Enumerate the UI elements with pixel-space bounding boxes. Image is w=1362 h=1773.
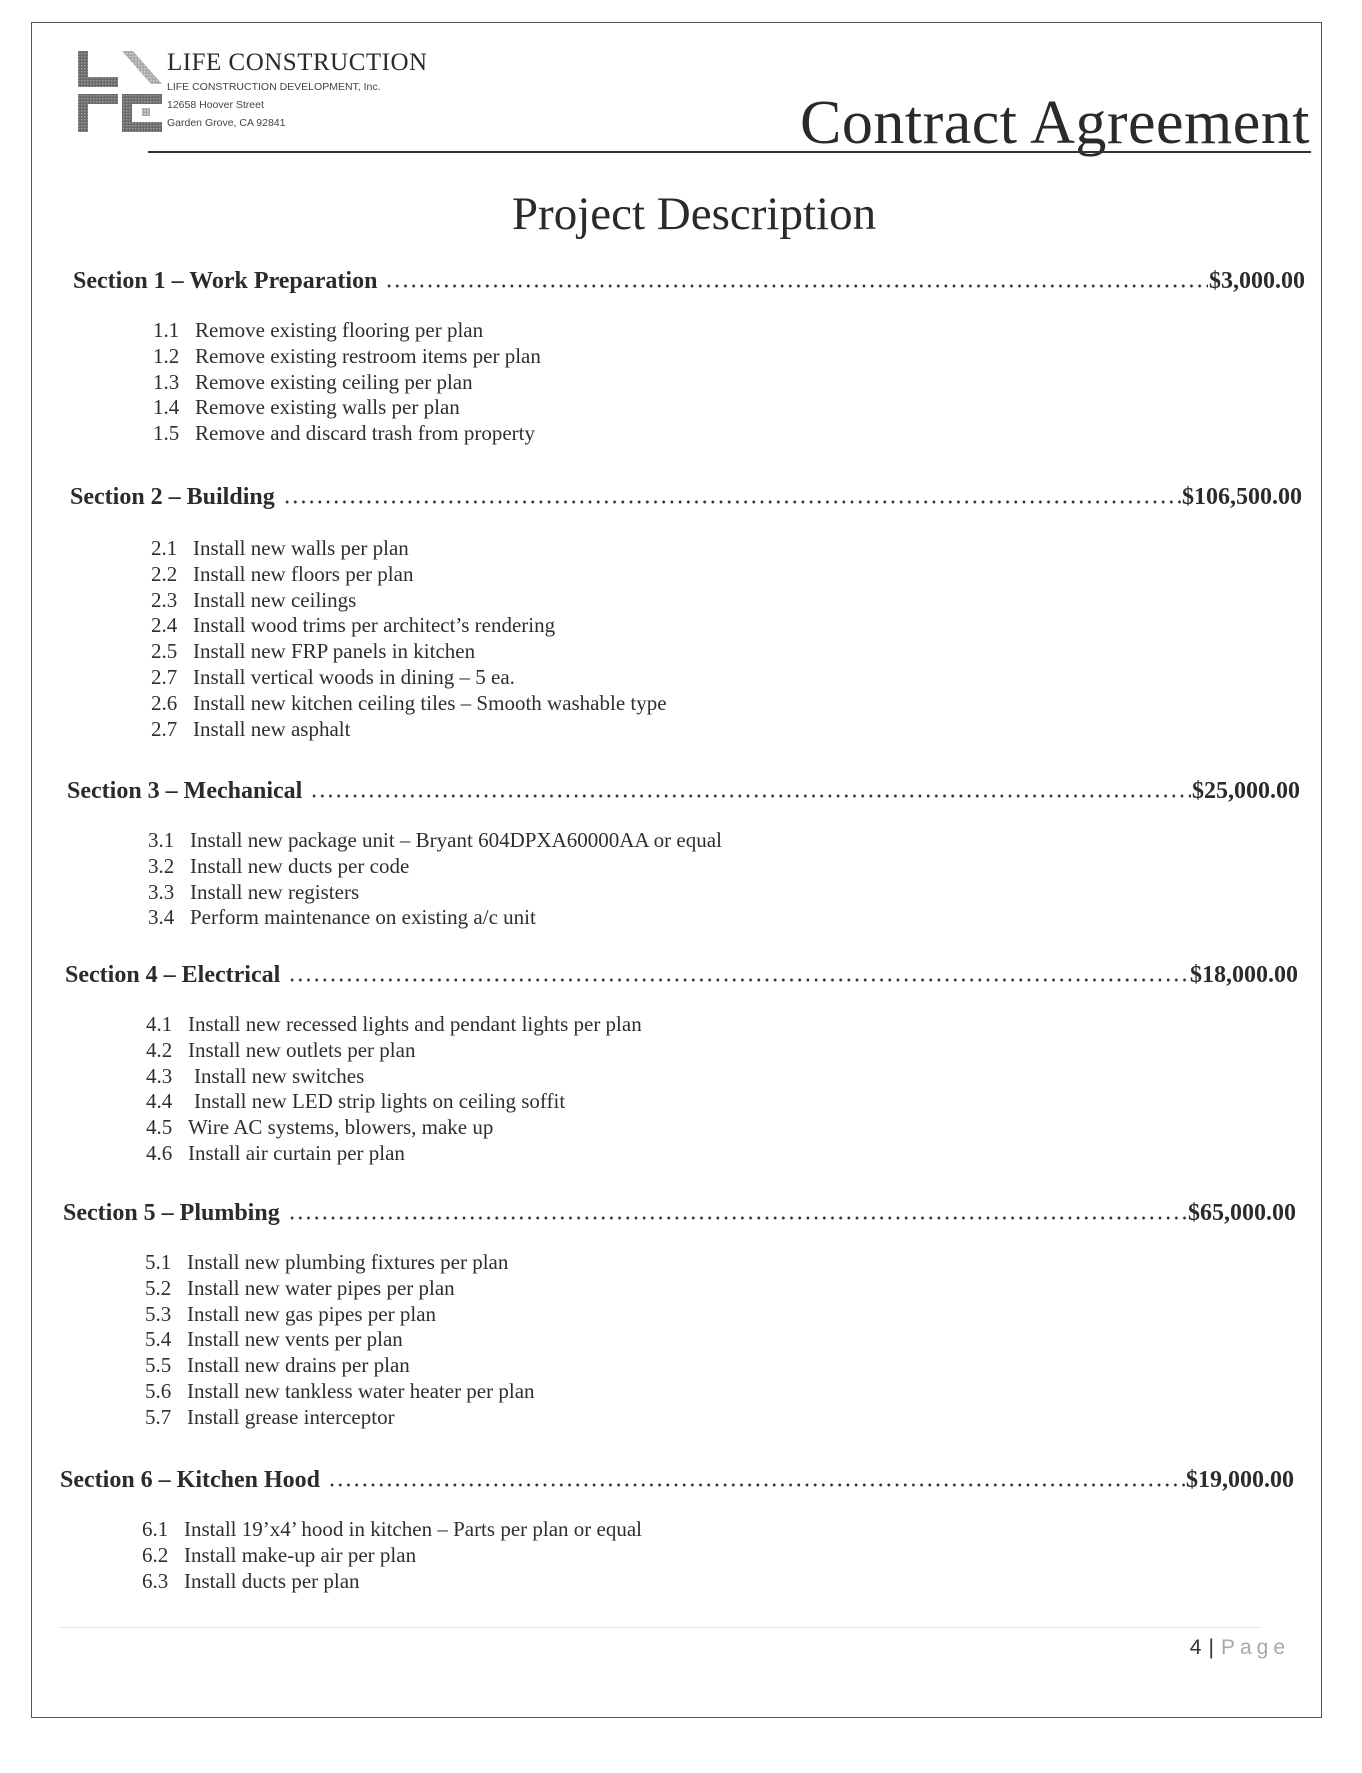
list-item (153, 395, 1362, 421)
item-number: 6.3 (142, 1568, 169, 1593)
list-item (151, 536, 1362, 562)
list-item (148, 854, 1362, 880)
section-header (67, 776, 1300, 806)
item-text: Install wood trims per architect’s rendering (193, 613, 556, 638)
item-text: Install new plumbing fixtures per plan (187, 1250, 509, 1274)
item-text: Install new vents per plan (187, 1327, 403, 1352)
section-kitchen-hood (0, 1465, 1362, 1594)
company-logo-icon (78, 50, 162, 132)
item-text: Install new recessed lights and pendant lights per plan (188, 1012, 642, 1036)
item-number: 6.2 (142, 1542, 169, 1567)
item-text: Wire AC systems, blowers, make up (188, 1115, 494, 1140)
item-text: Install vertical woods in dining – 5 ea. (193, 664, 515, 689)
item-number: 3.3 (148, 879, 175, 904)
item-number: 5.5 (145, 1353, 172, 1378)
item-text: Remove and discard trash from property (195, 421, 535, 446)
list-item (146, 1064, 1362, 1090)
item-text: Remove existing ceiling per plan (195, 369, 473, 394)
list-item (145, 1379, 1362, 1405)
dot-leader (288, 978, 1189, 982)
list-item (151, 717, 1362, 743)
section-electrical (0, 960, 1362, 1167)
item-text: Install new LED strip lights on ceiling soffit (194, 1089, 566, 1114)
item-number: 2.1 (151, 536, 178, 560)
item-number: 3.4 (148, 905, 175, 930)
item-number: 5.2 (145, 1275, 172, 1300)
dot-leader (385, 284, 1208, 288)
section-amount: $19,000.00 (1186, 1467, 1294, 1493)
list-item (153, 370, 1362, 396)
item-number: 5.1 (145, 1250, 172, 1274)
list-item (142, 1543, 1362, 1569)
item-number: 1.2 (153, 343, 180, 368)
list-item (145, 1302, 1362, 1328)
header-divider (148, 151, 1311, 153)
list-item (142, 1569, 1362, 1595)
list-item (151, 613, 1362, 639)
list-item (148, 905, 1362, 931)
company-legal-name: LIFE CONSTRUCTION DEVELOPMENT, Inc. (167, 81, 381, 93)
item-text: Remove existing flooring per plan (195, 318, 484, 342)
item-number: 5.6 (145, 1378, 172, 1403)
section-items (145, 1250, 1362, 1431)
item-number: 2.7 (151, 664, 178, 689)
section-items (148, 828, 1362, 931)
page-number (1190, 1636, 1290, 1660)
list-item (146, 1089, 1362, 1115)
dot-leader (288, 1216, 1187, 1220)
item-number: 1.1 (153, 318, 180, 342)
footer-divider (60, 1627, 1260, 1628)
list-item (151, 639, 1362, 665)
page-number-value: 4 (1189, 1636, 1203, 1659)
item-text: Install new switches (194, 1063, 365, 1088)
item-text: Install 19’x4’ hood in kitchen – Parts per plan or equal (184, 1517, 643, 1541)
section-items (153, 318, 1362, 447)
dot-leader (310, 794, 1191, 798)
item-number: 2.7 (151, 716, 178, 741)
section-plumbing (0, 1198, 1362, 1431)
item-text: Remove existing walls per plan (195, 395, 460, 420)
list-item (145, 1327, 1362, 1353)
item-number: 4.4 (146, 1089, 173, 1114)
item-number: 4.3 (146, 1063, 173, 1088)
section-amount: $65,000.00 (1188, 1200, 1296, 1226)
section-title: Section 6 – Kitchen Hood (60, 1467, 321, 1493)
section-title: Section 3 – Mechanical (67, 778, 303, 804)
item-number: 5.4 (145, 1327, 172, 1352)
section-title: Section 5 – Plumbing (63, 1200, 280, 1226)
item-number: 1.5 (153, 421, 180, 446)
item-text: Install ducts per plan (184, 1568, 360, 1593)
item-text: Install grease interceptor (187, 1404, 395, 1429)
section-items (151, 536, 1362, 742)
section-items (146, 1012, 1362, 1167)
page-number-separator: | (1208, 1636, 1215, 1659)
dot-leader (283, 500, 1181, 504)
section-title: Section 1 – Work Preparation (73, 268, 378, 294)
document-title: Contract Agreement (800, 89, 1310, 157)
item-text: Install new drains per plan (187, 1353, 410, 1378)
item-text: Install new asphalt (193, 716, 351, 741)
company-info (167, 48, 428, 132)
item-text: Install air curtain per plan (188, 1140, 405, 1165)
section-mechanical (0, 776, 1362, 931)
list-item (142, 1517, 1362, 1543)
item-number: 2.5 (151, 639, 178, 664)
section-title: Section 2 – Building (70, 484, 275, 510)
section-amount: $18,000.00 (1190, 962, 1298, 988)
dot-leader (328, 1483, 1185, 1487)
item-text: Perform maintenance on existing a/c unit (190, 905, 536, 930)
list-item (151, 562, 1362, 588)
item-number: 1.3 (153, 369, 180, 394)
item-text: Remove existing restroom items per plan (195, 343, 541, 368)
list-item (146, 1115, 1362, 1141)
page-heading: Project Description (511, 188, 877, 240)
list-item (145, 1276, 1362, 1302)
item-text: Install make-up air per plan (184, 1542, 417, 1567)
list-item (153, 421, 1362, 447)
item-number: 5.7 (145, 1404, 172, 1429)
item-number: 4.2 (146, 1037, 173, 1062)
list-item (151, 665, 1362, 691)
item-text: Install new kitchen ceiling tiles – Smooth washable type (193, 690, 667, 715)
item-number: 2.4 (151, 613, 178, 638)
item-number: 2.6 (151, 690, 178, 715)
item-text: Install new ducts per code (190, 853, 410, 878)
item-number: 3.1 (148, 828, 175, 852)
item-text: Install new outlets per plan (188, 1037, 416, 1062)
section-amount: $25,000.00 (1192, 778, 1300, 804)
list-item (146, 1141, 1362, 1167)
item-text: Install new package unit – Bryant 604DPXA60000AA or equal (190, 828, 722, 852)
item-text: Install new ceilings (193, 587, 357, 612)
item-text: Install new FRP panels in kitchen (193, 639, 476, 664)
item-number: 2.2 (151, 561, 178, 586)
list-item (145, 1405, 1362, 1431)
section-building (0, 482, 1362, 742)
item-text: Install new gas pipes per plan (187, 1301, 437, 1326)
section-header (65, 960, 1298, 990)
list-item (151, 691, 1362, 717)
list-item (148, 880, 1362, 906)
section-title: Section 4 – Electrical (65, 962, 281, 988)
item-number: 2.3 (151, 587, 178, 612)
item-number: 1.4 (153, 395, 180, 420)
section-work-preparation (0, 266, 1362, 447)
item-text: Install new walls per plan (193, 536, 409, 560)
page-number-label: Page (1220, 1636, 1290, 1659)
section-header (73, 266, 1305, 296)
item-number: 4.6 (146, 1140, 173, 1165)
item-text: Install new water pipes per plan (187, 1275, 455, 1300)
item-number: 6.1 (142, 1517, 169, 1541)
section-items (142, 1517, 1362, 1594)
section-header (63, 1198, 1296, 1228)
company-name: LIFE CONSTRUCTION (167, 49, 428, 76)
item-number: 4.5 (146, 1115, 173, 1140)
list-item (153, 344, 1362, 370)
item-text: Install new floors per plan (193, 561, 414, 586)
list-item (153, 318, 1362, 344)
list-item (146, 1012, 1362, 1038)
list-item (145, 1250, 1362, 1276)
list-item (145, 1353, 1362, 1379)
list-item (146, 1038, 1362, 1064)
item-number: 4.1 (146, 1012, 173, 1036)
section-amount: $106,500.00 (1182, 484, 1302, 510)
section-header (70, 482, 1302, 512)
item-text: Install new registers (190, 879, 360, 904)
company-address-line2: Garden Grove, CA 92841 (167, 117, 286, 129)
item-number: 5.3 (145, 1301, 172, 1326)
item-text: Install new tankless water heater per plan (187, 1378, 535, 1403)
list-item (148, 828, 1362, 854)
company-address-line1: 12658 Hoover Street (167, 99, 264, 111)
section-amount: $3,000.00 (1209, 268, 1305, 294)
list-item (151, 588, 1362, 614)
section-header (60, 1465, 1294, 1495)
item-number: 3.2 (148, 853, 175, 878)
